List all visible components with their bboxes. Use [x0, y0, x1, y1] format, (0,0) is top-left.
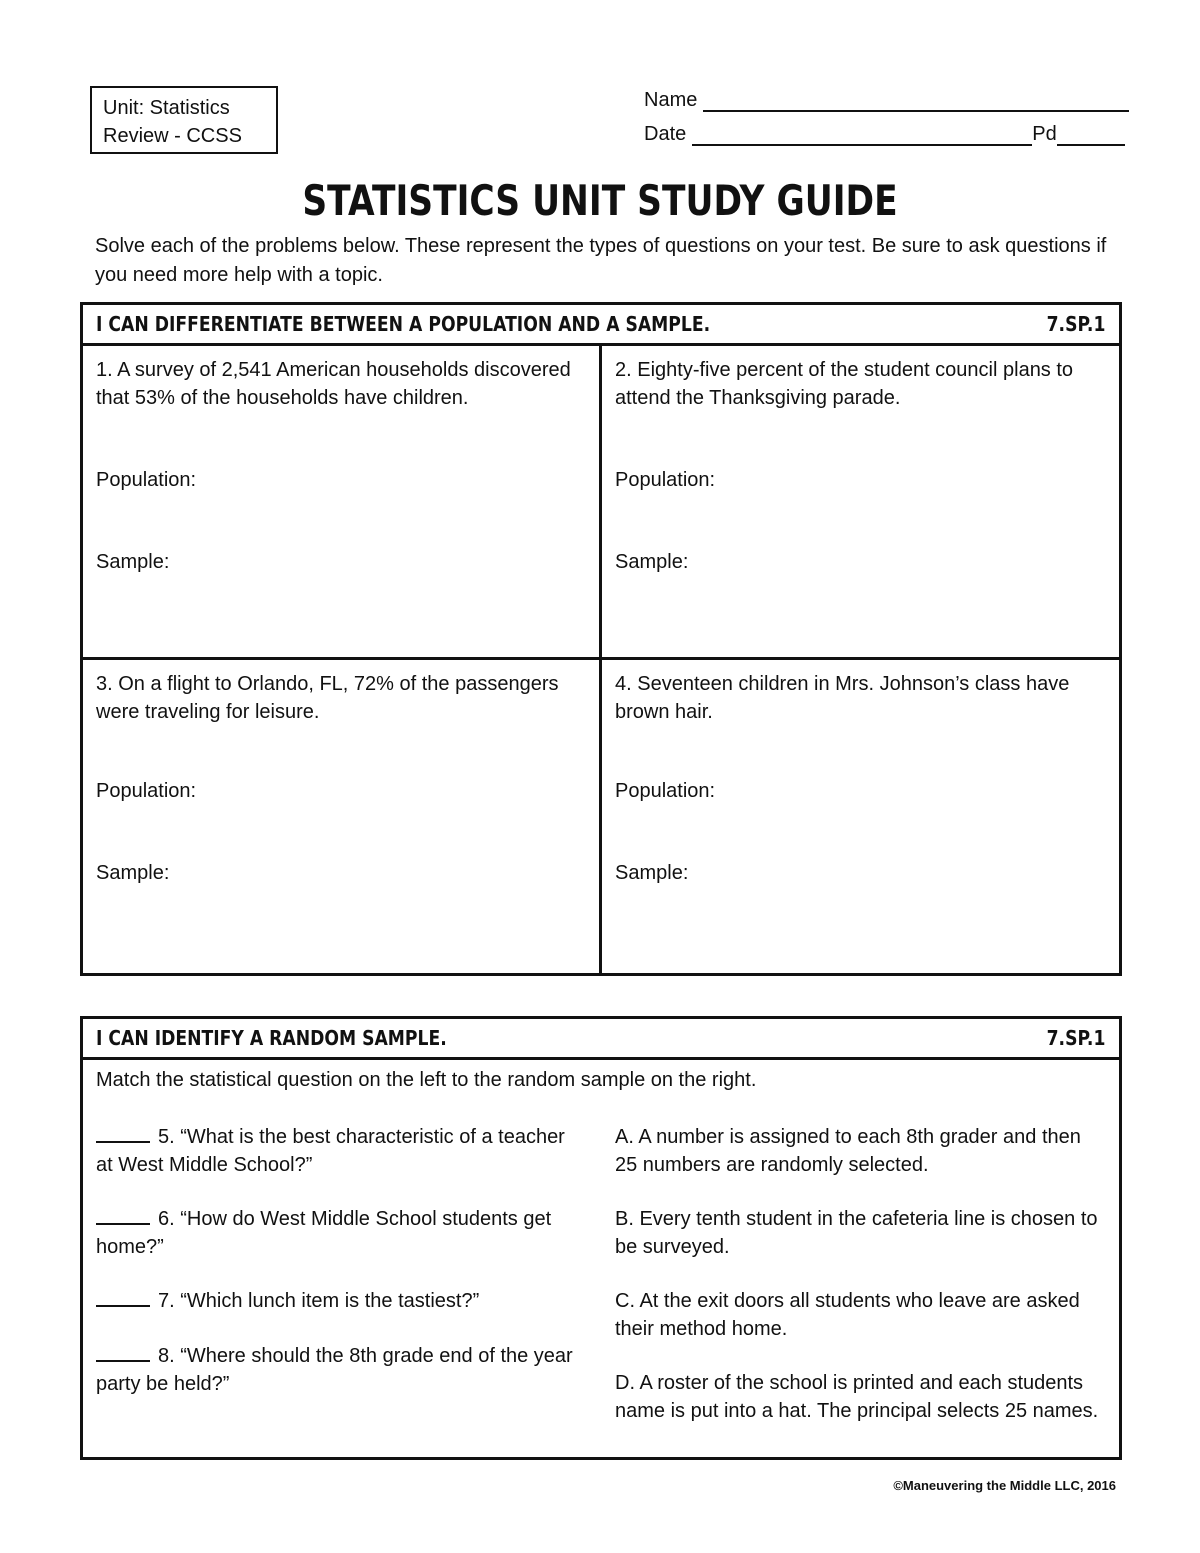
sample-label: Sample:: [96, 551, 170, 573]
problem-grid: [83, 346, 1119, 973]
population-label: Population:: [96, 469, 197, 491]
name-line[interactable]: [703, 88, 1129, 112]
random-sample-section: [80, 1016, 1122, 1460]
instructions: Match the statistical question on the left to the random sample on the right.: [96, 1069, 757, 1091]
date-line[interactable]: [692, 122, 1032, 146]
problem-text: 2. Eighty-five percent of the student council plans to attend the Thanksgiving parade.: [615, 359, 1074, 409]
question-text: 5. “What is the best characteristic of a teacher at West Middle School?”: [96, 1126, 565, 1176]
standard-label: 7.SP.1: [1046, 1026, 1105, 1050]
unit-box: [90, 86, 278, 154]
unit-label: Unit: Statistics: [103, 97, 230, 119]
answer-blank[interactable]: [96, 1342, 150, 1362]
answer-blank[interactable]: [96, 1123, 150, 1143]
sample-option: A. A number is assigned to each 8th grader and then 25 numbers are randomly selected.: [615, 1126, 1081, 1176]
answer-blank[interactable]: [96, 1205, 150, 1225]
sample-label: Sample:: [615, 862, 689, 884]
question-text: 6. “How do West Middle School students get home?”: [96, 1208, 552, 1258]
problem-cell: [602, 346, 1119, 660]
population-label: Population:: [96, 780, 197, 802]
pd-line[interactable]: [1057, 122, 1125, 146]
problem-cell: [602, 660, 1119, 973]
copyright-footer: ©Maneuvering the Middle LLC, 2016: [893, 1478, 1116, 1493]
problem-text: 3. On a flight to Orlando, FL, 72% of the passengers were traveling for leisure.: [96, 673, 559, 723]
sample-label: Sample:: [96, 862, 170, 884]
question-item: [96, 1342, 586, 1398]
section-header: [83, 305, 1119, 346]
date-row: [644, 122, 1125, 146]
question-text: 8. “Where should the 8th grade end of the year party be held?”: [96, 1345, 573, 1395]
sample-option: B. Every tenth student in the cafeteria line is chosen to be surveyed.: [615, 1208, 1098, 1258]
sample-option: C. At the exit doors all students who leave are asked their method home.: [615, 1290, 1080, 1340]
page-title: STATISTICS UNIT STUDY GUIDE: [302, 176, 898, 225]
problem-cell: [83, 346, 602, 660]
pd-label: Pd: [1032, 123, 1057, 145]
question-item: [96, 1287, 586, 1315]
population-label: Population:: [615, 469, 716, 491]
intro-text: Solve each of the problems below. These represent the types of questions on your test. Be sure to ask questions if you need more help with a topic.: [95, 235, 1107, 286]
standard-label: 7.SP.1: [1046, 312, 1105, 336]
answer-blank[interactable]: [96, 1287, 150, 1307]
population-label: Population:: [615, 780, 716, 802]
problem-text: 1. A survey of 2,541 American households discovered that 53% of the households have children.: [96, 359, 571, 409]
name-label: Name: [644, 89, 698, 111]
sample-label: Sample:: [615, 551, 689, 573]
sample-option: D. A roster of the school is printed and each students name is put into a hat. The principal selects 25 names.: [615, 1372, 1099, 1422]
problem-text: 4. Seventeen children in Mrs. Johnson’s class have brown hair.: [615, 673, 1070, 723]
name-row: [644, 88, 1129, 112]
review-label: Review - CCSS: [103, 125, 242, 147]
section-heading: I CAN IDENTIFY A RANDOM SAMPLE.: [96, 1026, 447, 1050]
section-heading: I CAN DIFFERENTIATE BETWEEN A POPULATION AND A SAMPLE.: [96, 312, 711, 336]
problem-cell: [83, 660, 602, 973]
date-label: Date: [644, 123, 687, 145]
question-item: [96, 1205, 586, 1261]
section-header: [83, 1019, 1119, 1060]
question-item: [96, 1123, 586, 1179]
question-text: 7. “Which lunch item is the tastiest?”: [158, 1290, 480, 1312]
population-sample-section: [80, 302, 1122, 976]
